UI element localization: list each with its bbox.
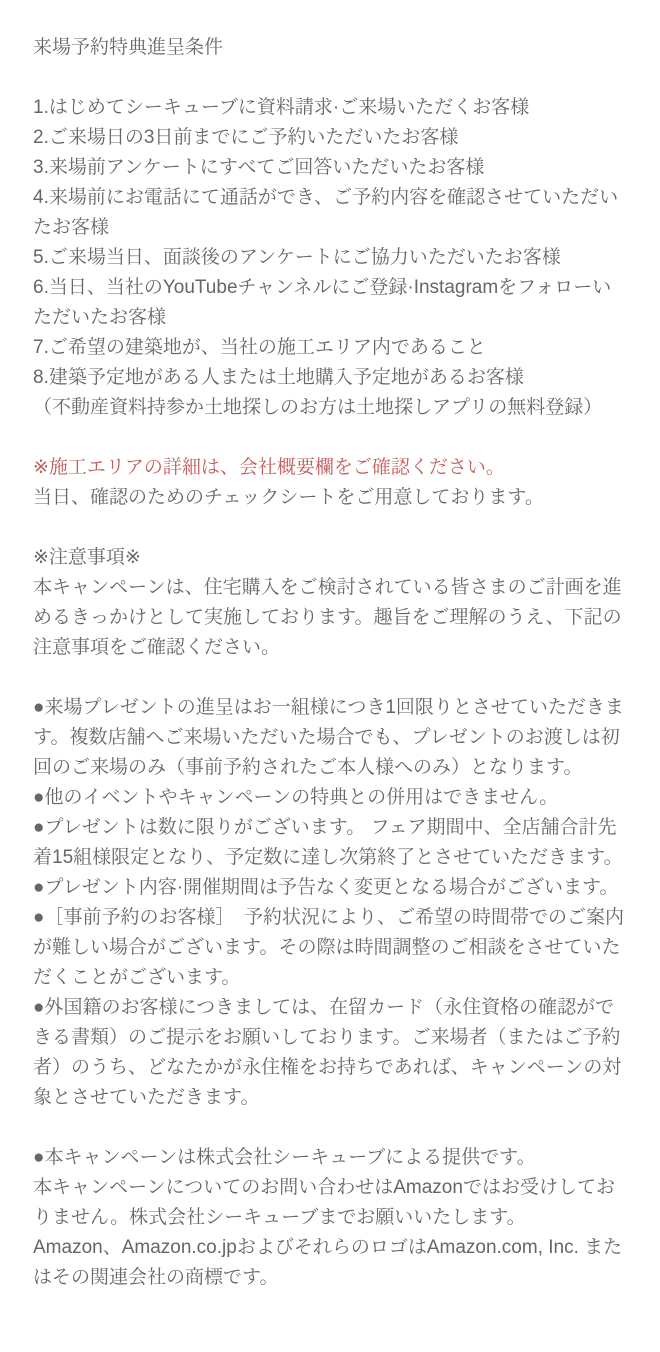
condition-item: 3.来場前アンケートにすべてご回答いただいたお客様 bbox=[33, 157, 485, 178]
contact-line: 本キャンペーンについてのお問い合わせはAmazonではお受けしておりません。株式会社シーキューブまでお願いいたします。 bbox=[33, 1177, 615, 1228]
condition-item: 1.はじめてシーキューブに資料請求·ご来場いただくお客様 bbox=[33, 97, 530, 118]
conditions-note: （不動産資料持参か土地探しのお方は土地探しアプリの無料登録） bbox=[33, 397, 603, 418]
caution-items bbox=[33, 693, 628, 1113]
conditions-list bbox=[33, 93, 628, 423]
condition-item: 2.ご来場日の3日前までにご予約いただいたお客様 bbox=[33, 127, 459, 148]
condition-item: 7.ご希望の建築地が、当社の施工エリア内であること bbox=[33, 337, 486, 358]
trademark-line: Amazon、Amazon.co.jpおよびそれらのロゴはAmazon.com, Inc. またはその関連会社の商標です。 bbox=[33, 1237, 623, 1288]
provider-footer bbox=[33, 1143, 628, 1293]
provider-line: ●本キャンペーンは株式会社シーキューブによる提供です。 bbox=[33, 1147, 536, 1168]
caution-intro: 本キャンペーンは、住宅購入をご検討されている皆さまのご計画を進めるきっかけとして実施しております。趣旨をご理解のうえ、下記の注意事項をご確認ください。 bbox=[33, 577, 622, 658]
caution-section bbox=[33, 543, 628, 663]
checksheet-note: 当日、確認のためのチェックシートをご用意しております。 bbox=[33, 487, 544, 508]
condition-item: 6.当日、当社のYouTubeチャンネルにご登録·Instagramをフォローいただいたお客様 bbox=[33, 277, 612, 328]
page-title: 来場予約特典進呈条件 bbox=[33, 37, 224, 58]
construction-area-note: ※施工エリアの詳細は、会社概要欄をご確認ください。 bbox=[33, 457, 505, 478]
condition-item: 5.ご来場当日、面談後のアンケートにご協力いただいたお客様 bbox=[33, 247, 561, 268]
caution-item: ●［事前予約のお客様］ 予約状況により、ご希望の時間帯でのご案内が難しい場合がございます。その際は時間調整のご相談をさせていただくことがございます。 bbox=[33, 907, 624, 988]
caution-item: ●来場プレゼントの進呈はお一組様につき1回限りとさせていただきます。複数店舗へご来場いただいた場合でも、プレゼントのお渡しは初回のご来場のみ（事前予約されたご本人様へのみ）となります。 bbox=[33, 697, 624, 778]
caution-heading: ※注意事項※ bbox=[33, 547, 141, 568]
area-note-section bbox=[33, 453, 628, 513]
condition-item: 8.建築予定地がある人または土地購入予定地があるお客様 bbox=[33, 367, 524, 388]
condition-item: 4.来場前にお電話にて通話ができ、ご予約内容を確認させていただいたお客様 bbox=[33, 187, 619, 238]
caution-item: ●プレゼント内容·開催期間は予告なく変更となる場合がございます。 bbox=[33, 877, 619, 898]
caution-item: ●外国籍のお客様につきましては、在留カード（永住資格の確認ができる書類）のご提示をお願いしております。ご来場者（またはご予約者）のうち、どなたかが永住権をお持ちであれば、キャンペーンの対象とさせていただきます。 bbox=[33, 997, 622, 1108]
campaign-terms-document bbox=[33, 33, 628, 1293]
caution-item: ●他のイベントやキャンペーンの特典との併用はできません。 bbox=[33, 787, 559, 808]
caution-item: ●プレゼントは数に限りがございます。 フェア期間中、全店舗合計先着15組様限定となり、予定数に達し次第終了とさせていただきます。 bbox=[33, 817, 623, 868]
